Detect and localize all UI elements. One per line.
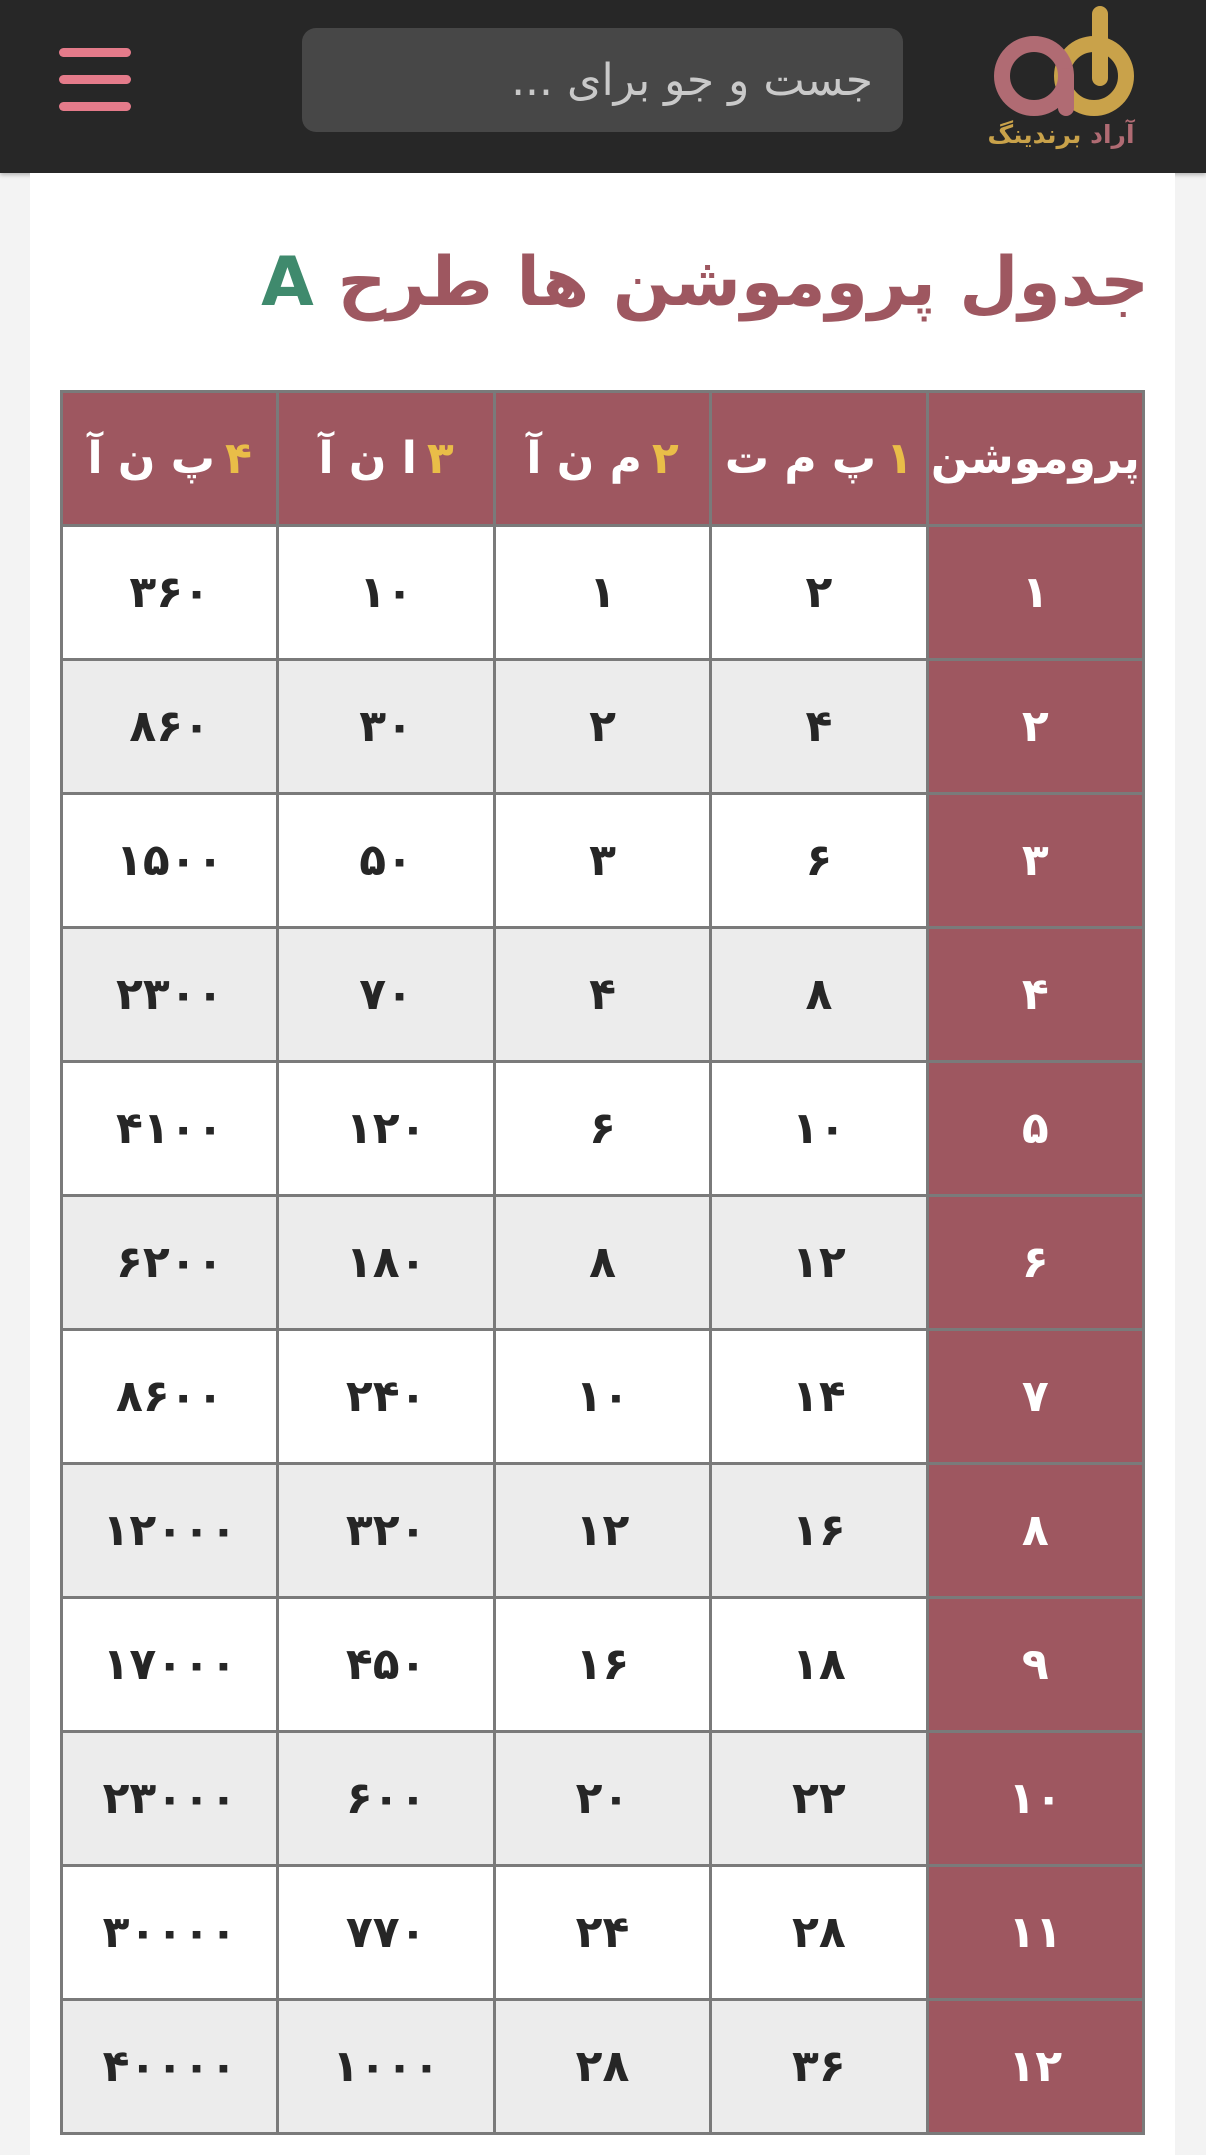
column-header-4: ۴پ ن آ <box>62 392 278 526</box>
table-cell: ۲۲ <box>711 1732 927 1866</box>
row-header-cell: ۱۰ <box>927 1732 1143 1866</box>
row-header-cell: ۸ <box>927 1464 1143 1598</box>
table-cell: ۲۰ <box>494 1732 710 1866</box>
table-cell: ۳۰۰۰۰ <box>62 1866 278 2000</box>
table-cell: ۳۶ <box>711 2000 927 2134</box>
table-row <box>62 1464 1144 1598</box>
table-cell: ۱۲۰۰۰ <box>62 1464 278 1598</box>
table-cell: ۱۰ <box>494 1330 710 1464</box>
column-header-1: ۱پ م ت <box>711 392 927 526</box>
table-cell: ۱۰ <box>711 1062 927 1196</box>
page-title-accent: A <box>261 243 314 322</box>
table-row <box>62 1196 1144 1330</box>
table-cell: ۱۷۰۰۰ <box>62 1598 278 1732</box>
page-title-text: جدول پروموشن ها طرح <box>337 243 1149 322</box>
table-row <box>62 526 1144 660</box>
table-cell: ۶۲۰۰ <box>62 1196 278 1330</box>
table-cell: ۷۰ <box>278 928 494 1062</box>
table-cell: ۳ <box>494 794 710 928</box>
table-header-row <box>62 392 1144 526</box>
row-header-cell: ۵ <box>927 1062 1143 1196</box>
table-row <box>62 1866 1144 2000</box>
table-cell: ۴۱۰۰ <box>62 1062 278 1196</box>
row-header-cell: ۳ <box>927 794 1143 928</box>
row-header-cell: ۲ <box>927 660 1143 794</box>
page-title <box>261 243 1149 322</box>
table-cell: ۸ <box>711 928 927 1062</box>
table-cell: ۱۲ <box>711 1196 927 1330</box>
table-cell: ۷۷۰ <box>278 1866 494 2000</box>
table-cell: ۱۰ <box>278 526 494 660</box>
row-header-cell: ۹ <box>927 1598 1143 1732</box>
table-row <box>62 794 1144 928</box>
table-row <box>62 1330 1144 1464</box>
row-header-cell: ۱۱ <box>927 1866 1143 2000</box>
top-bar <box>0 0 1206 173</box>
column-header-3: ۳ا ن آ <box>278 392 494 526</box>
table-cell: ۱۴ <box>711 1330 927 1464</box>
content-card <box>30 173 1175 2155</box>
table-cell: ۲۴۰ <box>278 1330 494 1464</box>
table-cell: ۶ <box>711 794 927 928</box>
table-row <box>62 1062 1144 1196</box>
row-header-cell: ۷ <box>927 1330 1143 1464</box>
table-cell: ۱۵۰۰ <box>62 794 278 928</box>
table-cell: ۱ <box>494 526 710 660</box>
table-cell: ۸۶۰۰ <box>62 1330 278 1464</box>
table-cell: ۱۶ <box>711 1464 927 1598</box>
table-cell: ۳۰ <box>278 660 494 794</box>
table-row <box>62 2000 1144 2134</box>
table-cell: ۴۰۰۰۰ <box>62 2000 278 2134</box>
table-cell: ۱۲۰ <box>278 1062 494 1196</box>
logo-word-branding: برندینگ <box>987 120 1082 149</box>
table-cell: ۶۰۰ <box>278 1732 494 1866</box>
table-cell: ۲۳۰۰۰ <box>62 1732 278 1866</box>
table-cell: ۵۰ <box>278 794 494 928</box>
table-cell: ۴ <box>494 928 710 1062</box>
table-cell: ۱۲ <box>494 1464 710 1598</box>
table-cell: ۴۵۰ <box>278 1598 494 1732</box>
hamburger-menu-icon[interactable] <box>57 48 133 112</box>
brand-logo-text <box>986 120 1136 149</box>
column-header-2: ۲م ن آ <box>494 392 710 526</box>
table-cell: ۲ <box>711 526 927 660</box>
table-cell: ۸۶۰ <box>62 660 278 794</box>
table-cell: ۶ <box>494 1062 710 1196</box>
row-header-cell: ۱۲ <box>927 2000 1143 2134</box>
table-cell: ۲۴ <box>494 1866 710 2000</box>
table-cell: ۸ <box>494 1196 710 1330</box>
row-header-cell: ۶ <box>927 1196 1143 1330</box>
table-row <box>62 1598 1144 1732</box>
table-cell: ۱۶ <box>494 1598 710 1732</box>
table-cell: ۳۶۰ <box>62 526 278 660</box>
table-cell: ۱۰۰۰ <box>278 2000 494 2134</box>
search-input[interactable] <box>302 28 903 132</box>
promotion-table <box>60 390 1145 2135</box>
table-row <box>62 1732 1144 1866</box>
table-row <box>62 660 1144 794</box>
table-cell: ۲۸ <box>711 1866 927 2000</box>
table-cell: ۲۳۰۰ <box>62 928 278 1062</box>
table-cell: ۱۸ <box>711 1598 927 1732</box>
table-cell: ۳۲۰ <box>278 1464 494 1598</box>
row-header-cell: ۱ <box>927 526 1143 660</box>
table-cell: ۴ <box>711 660 927 794</box>
table-cell: ۲ <box>494 660 710 794</box>
row-header-cell: ۴ <box>927 928 1143 1062</box>
table-cell: ۱۸۰ <box>278 1196 494 1330</box>
table-cell: ۲۸ <box>494 2000 710 2134</box>
column-header-promotion: پروموشن <box>927 392 1143 526</box>
logo-word-arad: آراد <box>1090 120 1135 149</box>
table-row <box>62 928 1144 1062</box>
